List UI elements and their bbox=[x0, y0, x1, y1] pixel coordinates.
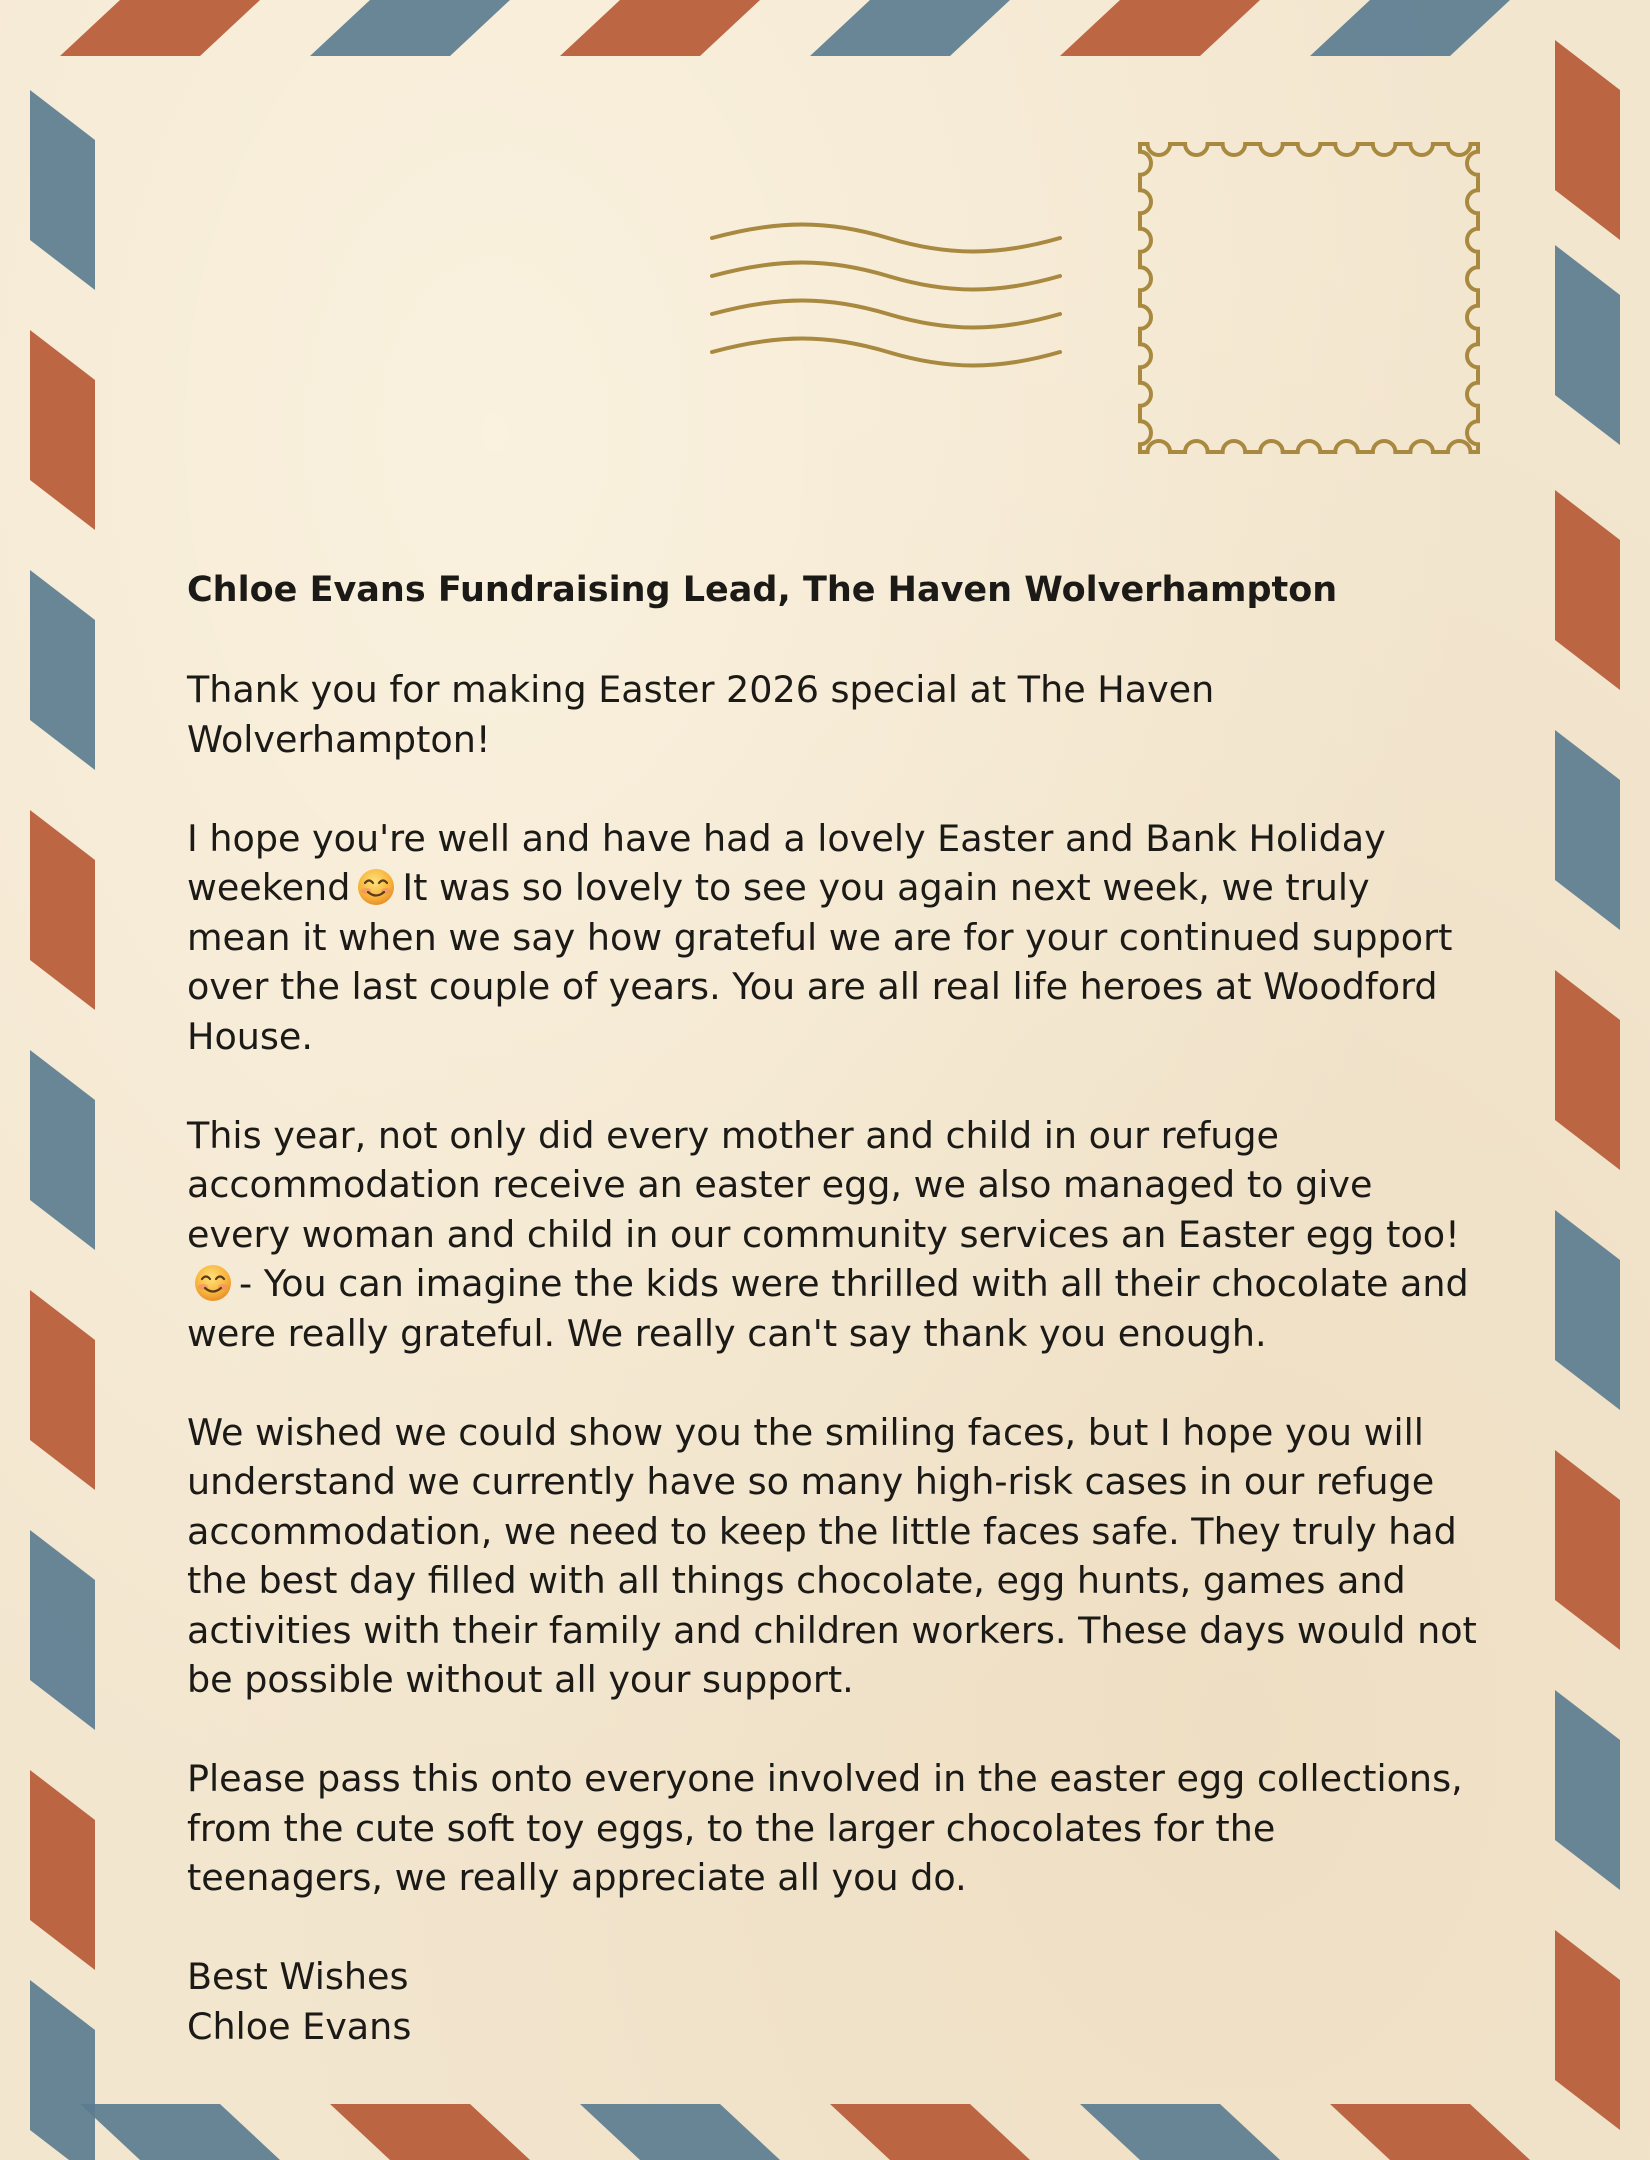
letter-paragraph-3 bbox=[187, 1111, 1477, 1359]
border-stripe-right bbox=[1555, 1210, 1620, 1410]
border-stripe-left bbox=[30, 1290, 95, 1490]
border-stripe-bottom bbox=[330, 2104, 530, 2160]
border-stripe-right bbox=[1555, 1450, 1620, 1650]
letter-paragraph-3-end: - You can imagine the kids were thrilled with all their chocolate and were really grateful. We really can't say thank you enough. bbox=[187, 1262, 1469, 1355]
border-stripe-left bbox=[30, 570, 95, 770]
border-stripe-bottom bbox=[1080, 2104, 1280, 2160]
border-stripe-left bbox=[30, 90, 95, 290]
border-stripe-top bbox=[1310, 0, 1510, 56]
postage-stamp-frame-icon bbox=[1134, 138, 1484, 458]
border-stripe-top bbox=[810, 0, 1010, 56]
letter-paragraph-4: We wished we could show you the smiling faces, but I hope you will understand we currently have so many high-risk cases in our refuge accommodation, we need to keep the little faces safe. They truly had the best day filled with all things chocolate, egg hunts, games and activities with their family and children workers. These days would not be possible without all your support. bbox=[187, 1410, 1477, 1701]
border-stripe-top bbox=[310, 0, 510, 56]
letter-signature: Chloe Evans bbox=[187, 2004, 412, 2048]
stamp-perforated-edge bbox=[1140, 144, 1478, 452]
border-stripe-left bbox=[30, 330, 95, 530]
border-stripe-right bbox=[1555, 1930, 1620, 2130]
border-stripe-top bbox=[560, 0, 760, 56]
letter-paragraph-2-start: I hope you're well and have had a lovely Easter and Bank Holiday weekend bbox=[187, 816, 1386, 909]
border-stripe-left bbox=[30, 1980, 95, 2160]
border-stripe-bottom bbox=[1330, 2104, 1530, 2160]
letter-heading: Chloe Evans Fundraising Lead, The Haven Wolverhampton bbox=[187, 570, 1338, 610]
border-stripe-right bbox=[1555, 970, 1620, 1170]
border-stripe-right bbox=[1555, 490, 1620, 690]
border-stripe-left bbox=[30, 1530, 95, 1730]
border-stripe-right bbox=[1555, 1690, 1620, 1890]
smiling-face-emoji-icon bbox=[193, 1263, 233, 1303]
border-stripe-left bbox=[30, 1050, 95, 1250]
border-stripe-left bbox=[30, 810, 95, 1010]
border-stripe-right bbox=[1555, 245, 1620, 445]
border-stripe-right bbox=[1555, 40, 1620, 240]
letter-signoff bbox=[187, 1952, 1477, 2051]
border-stripe-top bbox=[1060, 0, 1260, 56]
border-stripe-bottom bbox=[830, 2104, 1030, 2160]
letter-paragraph-5: Please pass this onto everyone involved in the easter egg collections, from the cute soft toy eggs, to the larger chocolates for the teenagers, we really appreciate all you do. bbox=[187, 1757, 1463, 1899]
letter-paragraph-3-start: This year, not only did every mother and child in our refuge accommodation receive an easter egg, we also managed to give every woman and child in our community services an Easter egg too! bbox=[187, 1113, 1460, 1256]
wavy-postmark-lines-icon bbox=[708, 218, 1064, 388]
border-stripe-left bbox=[30, 1770, 95, 1970]
letter-paragraph-2-end: It was so lovely to see you again next week, we truly mean it when we say how grateful we are for your continued support over the last couple of years. You are all real life heroes at Woodford House. bbox=[187, 866, 1453, 1058]
border-stripe-top bbox=[60, 0, 260, 56]
smiling-face-emoji-icon bbox=[356, 867, 396, 907]
letter-body bbox=[187, 566, 1477, 2051]
letter-paragraph-2 bbox=[187, 814, 1477, 1062]
letter-paragraph-1: Thank you for making Easter 2026 special at The Haven Wolverhampton! bbox=[187, 668, 1215, 761]
border-stripe-right bbox=[1555, 730, 1620, 930]
border-stripe-bottom bbox=[80, 2104, 280, 2160]
border-stripe-bottom bbox=[580, 2104, 780, 2160]
letter-closing: Best Wishes bbox=[187, 1955, 409, 1998]
